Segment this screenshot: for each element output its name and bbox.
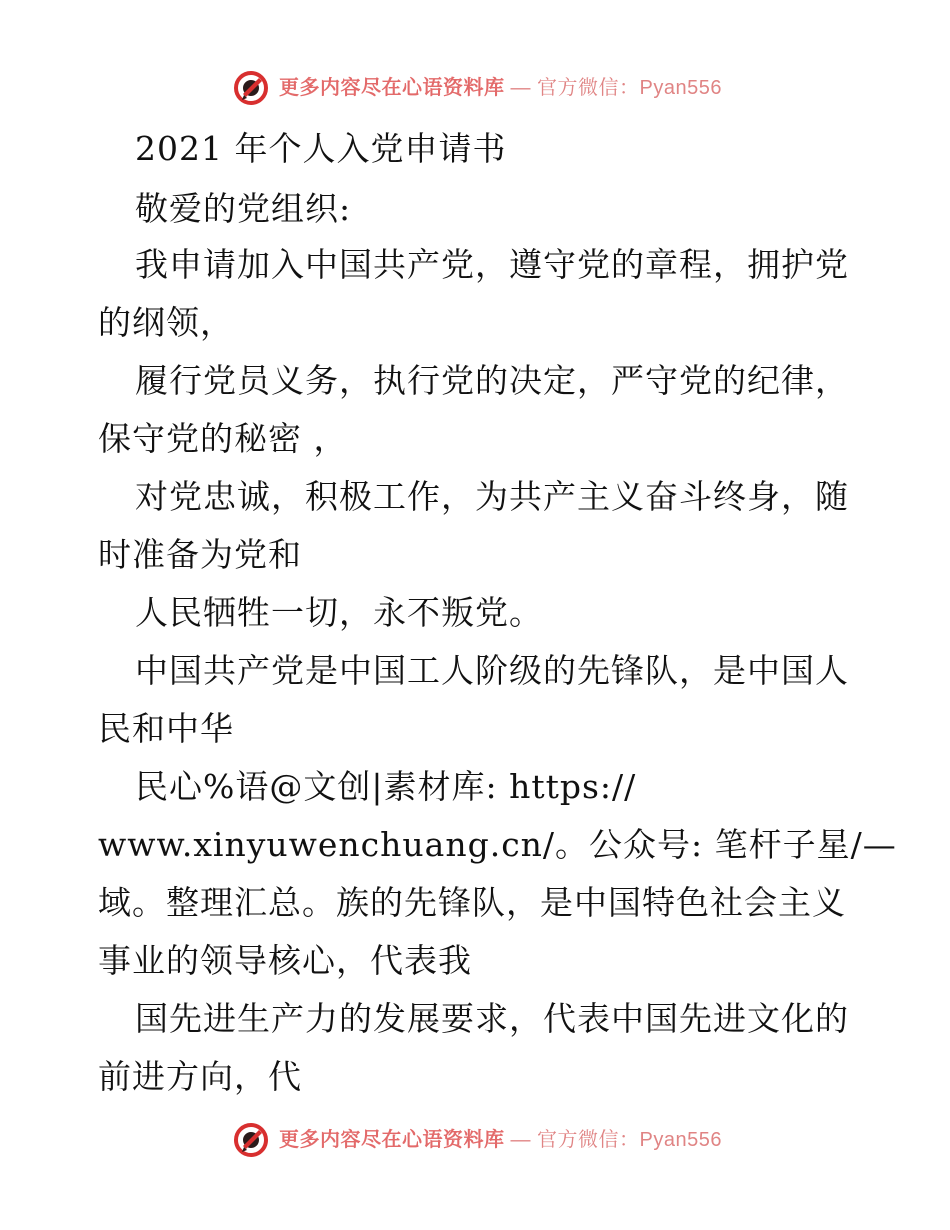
paragraph-line: 履行党员义务，执行党的决定，严守党的纪律， bbox=[135, 361, 849, 400]
watermark-main-text: 更多内容尽在心语资料库 bbox=[279, 1129, 505, 1151]
header-watermark-text bbox=[279, 78, 722, 98]
watermark-dash: — bbox=[510, 77, 531, 99]
paragraph-line: 民和中华 bbox=[98, 709, 234, 748]
paragraph-line: 民心%语@文创|素材库: https:// bbox=[135, 767, 637, 806]
salutation: 敬爱的党组织: bbox=[135, 189, 352, 228]
footer-watermark bbox=[233, 1120, 793, 1160]
paragraph-line: 我申请加入中国共产党，遵守党的章程，拥护党 bbox=[135, 245, 849, 284]
watermark-main-text: 更多内容尽在心语资料库 bbox=[279, 77, 505, 99]
watermark-wechat: 官方微信：Pyan556 bbox=[537, 77, 722, 99]
document-body bbox=[0, 118, 950, 1098]
footer-watermark-text bbox=[279, 1130, 722, 1150]
paragraph-line: 时准备为党和 bbox=[98, 535, 302, 574]
header-watermark bbox=[233, 68, 793, 108]
paragraph-line: 域。整理汇总。族的先锋队，是中国特色社会主义 bbox=[98, 883, 846, 922]
red-seal-with-pen-icon bbox=[233, 1122, 269, 1158]
paragraph-line: 事业的领导核心，代表我 bbox=[98, 941, 472, 980]
paragraph-line: 国先进生产力的发展要求，代表中国先进文化的 bbox=[135, 999, 849, 1038]
watermark-wechat: 官方微信：Pyan556 bbox=[537, 1129, 722, 1151]
paragraph-line: 对党忠诚，积极工作，为共产主义奋斗终身，随 bbox=[135, 477, 849, 516]
paragraph-line: 的纲领， bbox=[98, 303, 234, 342]
paragraph-line: 前进方向，代 bbox=[98, 1057, 302, 1096]
paragraph-line: www.xinyuwenchuang.cn/。公众号: 笔杆子星/— bbox=[98, 825, 897, 864]
paragraph-line: 中国共产党是中国工人阶级的先锋队，是中国人 bbox=[135, 651, 849, 690]
paragraph-line: 保守党的秘密 ， bbox=[98, 419, 348, 458]
red-seal-with-pen-icon bbox=[233, 70, 269, 106]
paragraph-line: 人民牺牲一切，永不叛党。 bbox=[135, 593, 543, 632]
watermark-dash: — bbox=[510, 1129, 531, 1151]
document-title: 2021 年个人入党申请书 bbox=[135, 129, 507, 168]
